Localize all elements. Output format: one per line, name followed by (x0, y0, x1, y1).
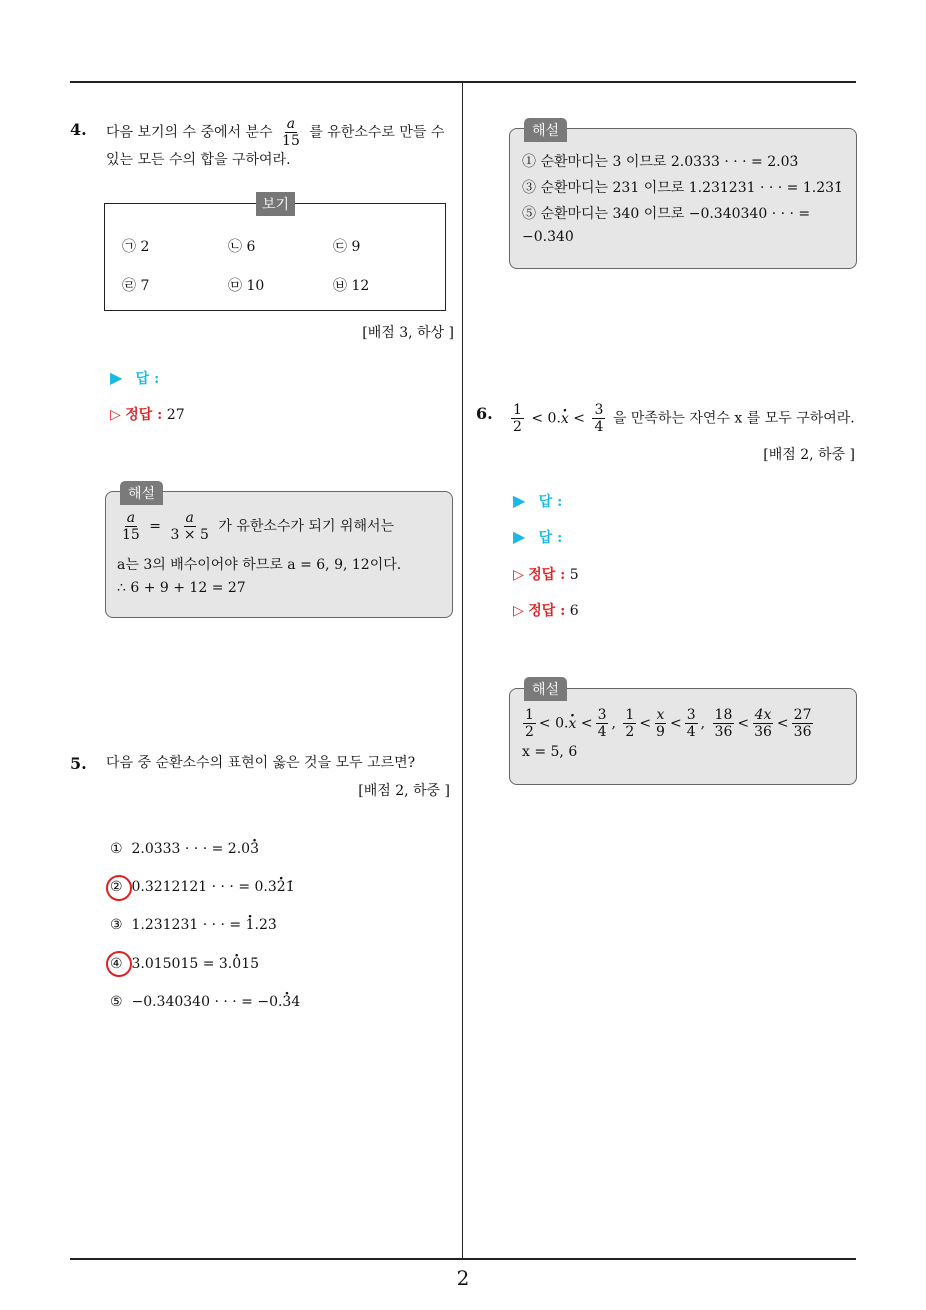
q5-text: 다음 중 순환소수의 표현이 옳은 것을 모두 고르면? (106, 755, 416, 771)
column-divider (462, 82, 463, 1258)
page-number: 2 (456, 1266, 470, 1290)
q4-text-before: 다음 보기의 수 중에서 분수 (106, 124, 273, 141)
q6-text: $\frac{1}{2}$ < 0.· x < $\frac{3}{4}$ 을 만족하는 자연수 x 를 모두 구하여라. (508, 402, 855, 435)
q6-points: [배점 2, 하중 ] (763, 447, 855, 463)
q6-solution-label: 해설 (524, 677, 567, 701)
bogi-item-2: ㉡ 6 (228, 239, 256, 255)
correct-label: 정답 : (125, 407, 163, 423)
q4-correct-line (110, 404, 185, 424)
play-arrow-icon: ▶ (513, 527, 526, 546)
q6-solution-line1: $\frac{1}{2}$ < 0.· x < $\frac{3}{4}$ , $\frac{1}{2}$ < $\frac{x}{9}$ < $\frac{3}{4}$ , $\frac{18}{36}$ < $\frac{4x}{36}$ < $\frac{27}{36}$ (520, 707, 816, 740)
correct-value: 6 (569, 603, 579, 619)
q6-solution-line2: x = 5, 6 (522, 744, 578, 760)
q4-text-line2: 있는 모든 수의 합을 구하여라. (106, 152, 291, 169)
q6-answer-line-1 (513, 491, 562, 511)
q5-solution-line1: ① 순환마디는 3 이므로 2.0333 · · · = 2.03̇ (522, 154, 799, 170)
play-arrow-icon: ▶ (110, 368, 123, 387)
q5-choice-3: ③ 1.231231 · · · = · 1.23̇ (110, 917, 277, 933)
bogi-item-1: ㉠ 2 (122, 239, 150, 255)
bottom-rule (70, 1258, 856, 1260)
q6-number: 6. (476, 404, 493, 423)
q5-solution-box (509, 128, 857, 269)
q4-solution-label: 해설 (120, 481, 163, 505)
q4-answer-line (110, 368, 159, 388)
top-rule (70, 81, 856, 83)
q4-fraction: $\frac{a}{15}$ (282, 116, 300, 150)
q4-solution-line3: ∴ 6 + 9 + 12 = 27 (117, 580, 246, 596)
play-arrow-icon: ▶ (513, 491, 526, 510)
q4-solution-line2: a는 3의 배수이어야 하므로 a = 6, 9, 12이다. (117, 557, 402, 573)
q4-points: [배점 3, 하상 ] (362, 325, 454, 341)
q5-solution-line4: −0.3̇40̇ (522, 229, 574, 245)
q6-answer-line-2 (513, 527, 562, 547)
q5-solution-line3: ⑤ 순환마디는 340 이므로 −0.340340 · · · = (522, 206, 811, 222)
correct-label: 정답 : (528, 603, 566, 619)
bogi-item-3: ㉢ 9 (333, 239, 361, 255)
correct-label: 정답 : (528, 567, 566, 583)
q5-choice-1: ① 2.0333 · · · = 2.0· 3 (110, 841, 259, 857)
q6-correct-line-1 (513, 564, 579, 584)
outline-arrow-icon: ▷ (513, 567, 524, 583)
q4-text (106, 116, 456, 172)
q5-choice-4: ④ 3.015015 = 3.· 015̇ (110, 956, 259, 972)
bogi-item-6: ㉥ 12 (333, 278, 370, 294)
answer-label: 답 : (538, 494, 563, 510)
q5-choice-2: ② 0.3212121 · · · = 0.3· 21̇ (110, 879, 295, 895)
correct-value: 5 (569, 567, 579, 583)
q4-number: 4. (70, 120, 87, 139)
answer-label: 답 : (135, 371, 160, 387)
correct-value: 27 (166, 407, 185, 423)
q5-choice-5: ⑤ −0.340340 · · · = −0.· 34̇ (110, 994, 300, 1010)
bogi-label: 보기 (256, 192, 295, 216)
bogi-item-4: ㉣ 7 (122, 278, 150, 294)
bogi-item-5: ㉤ 10 (228, 278, 265, 294)
q6-correct-line-2 (513, 600, 579, 620)
q4-solution-line1: $\frac{a}{15}$ = $\frac{a}{3 \times 5}$ 가 유한소수가 되기 위해서는 (122, 510, 395, 544)
bogi-box (104, 203, 446, 311)
answer-label: 답 : (538, 530, 563, 546)
outline-arrow-icon: ▷ (513, 603, 524, 619)
q5-solution-label: 해설 (524, 118, 567, 142)
q5-points: [배점 2, 하중 ] (358, 783, 450, 799)
q6-text-after: 을 만족하는 자연수 x 를 모두 구하여라. (612, 410, 855, 427)
outline-arrow-icon: ▷ (110, 407, 121, 423)
q5-number: 5. (70, 754, 87, 773)
q5-solution-line2: ③ 순환마디는 231 이므로 1.231231 · · · = 1.2̇31̇ (522, 180, 843, 196)
q4-text-after: 를 유한소수로 만들 수 (309, 124, 445, 141)
